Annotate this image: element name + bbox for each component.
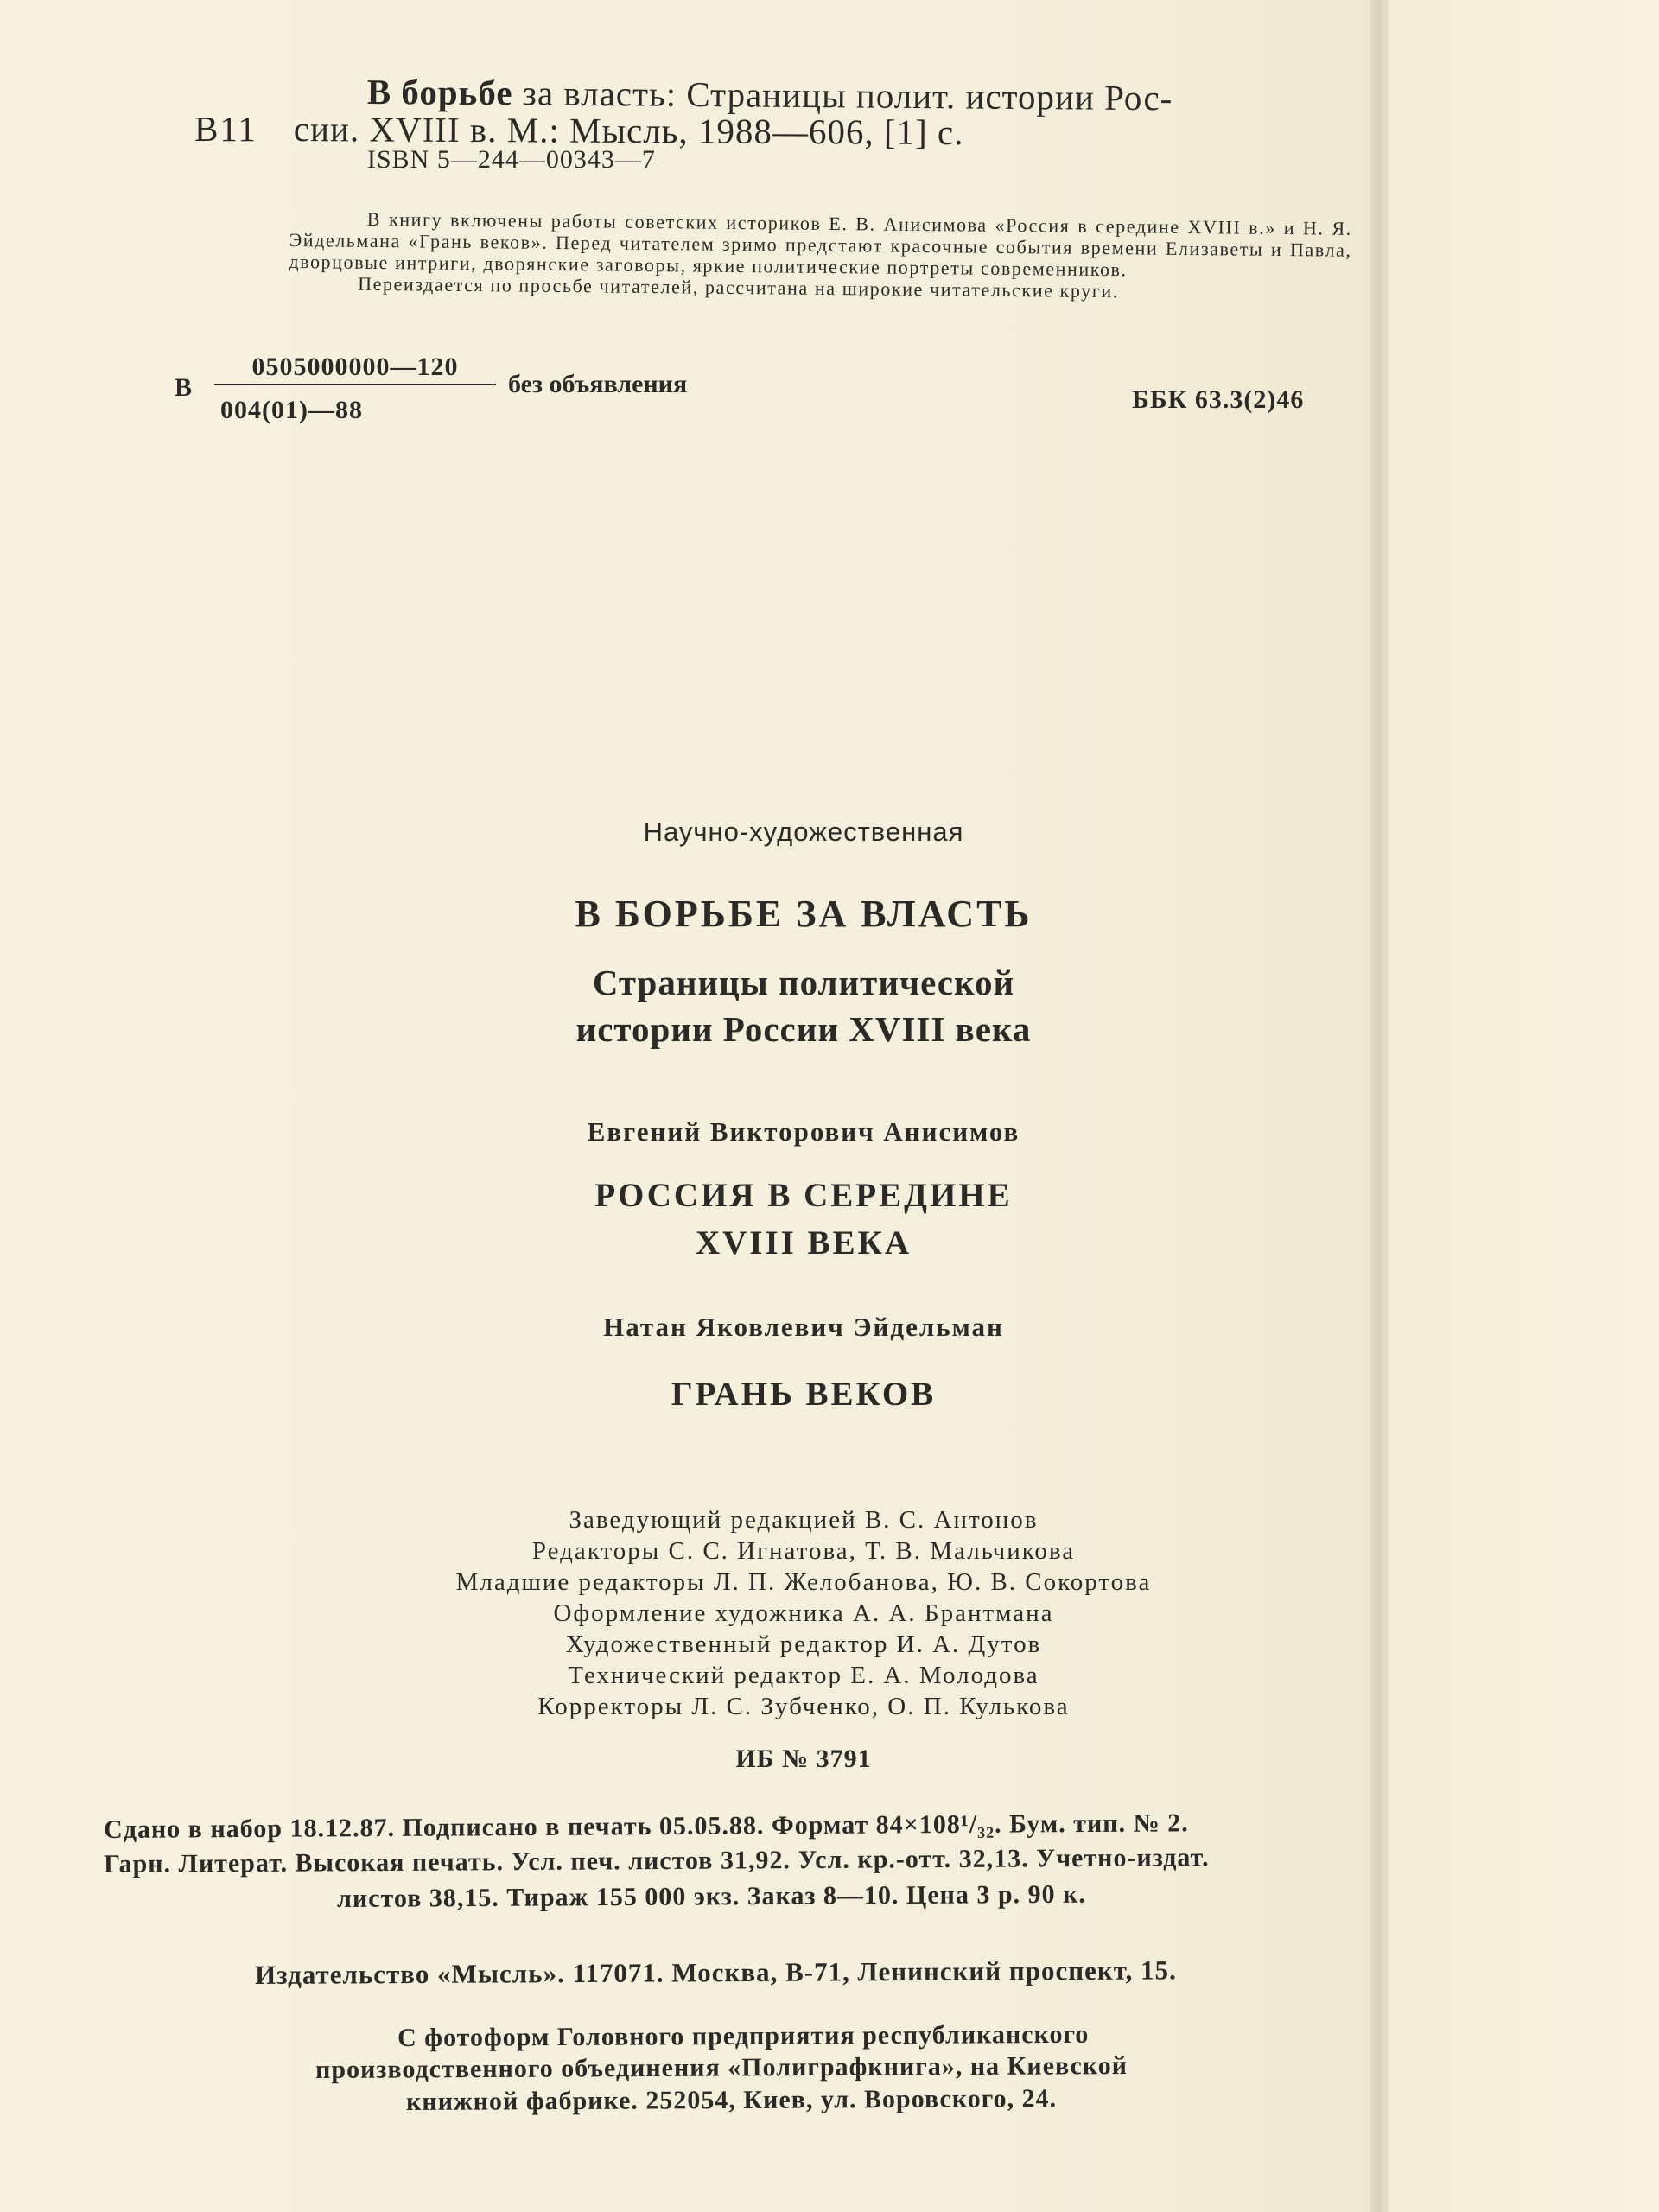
right-page-edge (1389, 0, 1659, 2212)
fraction-letter: В (175, 373, 193, 402)
book-title-bold: В борьбе (366, 71, 513, 113)
book-title: В БОРЬБЕ ЗА ВЛАСТЬ (575, 893, 1033, 935)
printing-line-1: Сдано в набор 18.12.87. Подписано в печать 05.05.88. Формат 84×108¹/₃₂. Бум. тип. № 2. (104, 1808, 1189, 1844)
publisher-address: Издательство «Мысль». 117071. Москва, В-71, Ленинский проспект, 15. (255, 1955, 1177, 1990)
staff-line: Редакторы С. С. Игнатова, Т. В. Мальчикова (531, 1537, 1076, 1565)
staff-line: Младшие редакторы Л. П. Желобанова, Ю. В. Сокортова (455, 1568, 1152, 1596)
book-subtitle-line-1: Страницы политической (592, 963, 1015, 1002)
fraction-numerator: 0505000000—120 (214, 353, 496, 385)
book-gutter (1370, 0, 1389, 2212)
ib-number: ИБ № 3791 (735, 1745, 872, 1773)
work-1-line-1: РОССИЯ В СЕРЕДИНЕ (594, 1177, 1013, 1214)
staff-line: Корректоры Л. С. Зубченко, О. П. Кулькова (537, 1693, 1070, 1720)
author-2: Натан Яковлевич Эйдельман (603, 1312, 1004, 1342)
work-2: ГРАНЬ ВЕКОВ (671, 1376, 937, 1413)
printer-line-3: книжной фабрике. 252054, Киев, ул. Воровского, 24. (406, 2084, 1058, 2116)
isbn: ISBN 5—244—00343—7 (367, 145, 656, 174)
bibliographic-index: В11 (194, 109, 257, 149)
author-1: Евгений Викторович Анисимов (587, 1116, 1020, 1147)
bbk-code: ББК 63.3(2)46 (1132, 385, 1305, 414)
genre-label: Научно-художественная (643, 817, 964, 847)
printer-line-2: производственного объединения «Полиграфкнига», на Киевской (315, 2051, 1128, 2084)
staff-line: Технический редактор Е. А. Молодова (568, 1662, 1039, 1689)
bibliographic-line-2: сии. XVIII в. М.: Мысль, 1988—606, [1] с. (293, 108, 964, 153)
annotation (289, 207, 1352, 304)
printing-line-2: Гарн. Литерат. Высокая печать. Усл. печ. листов 31,92. Усл. кр.-отт. 32,13. Учетно-издат. (104, 1843, 1210, 1878)
staff-line: Оформление художника А. А. Брантмана (553, 1599, 1054, 1627)
printing-line-3: листов 38,15. Тираж 155 000 экз. Заказ 8—10. Цена 3 р. 90 к. (337, 1879, 1086, 1913)
bibliographic-line-1-text: за власть: Страницы полит. истории Рос- (522, 73, 1173, 118)
staff-line: Заведующий редакцией В. С. Антонов (569, 1506, 1039, 1534)
printer-line-1: С фотоформ Головного предприятия республиканского (397, 2019, 1090, 2052)
annotation-paragraph-2: Переиздается по просьбе читателей, рассчитана на широкие читательские круги. (358, 272, 1120, 302)
work-1-line-2: XVIII ВЕКА (695, 1224, 912, 1262)
staff-line: Художественный редактор И. А. Дутов (565, 1630, 1042, 1658)
annotation-paragraph-1: В книгу включены работы советских историков Е. В. Анисимова «Россия в середине XVIII в.» и Н. Я. Эйдельмана «Грань веков». Перед читателем зримо предстают красочные события времени Елизаветы и Павла, дворцовые интриги, дворянские заговоры, яркие политические портреты современников. (289, 207, 1352, 281)
fraction-denominator: 004(01)—88 (220, 396, 363, 424)
book-subtitle-line-2: истории России XVIII века (575, 1009, 1032, 1049)
fraction-note: без объявления (508, 370, 688, 398)
